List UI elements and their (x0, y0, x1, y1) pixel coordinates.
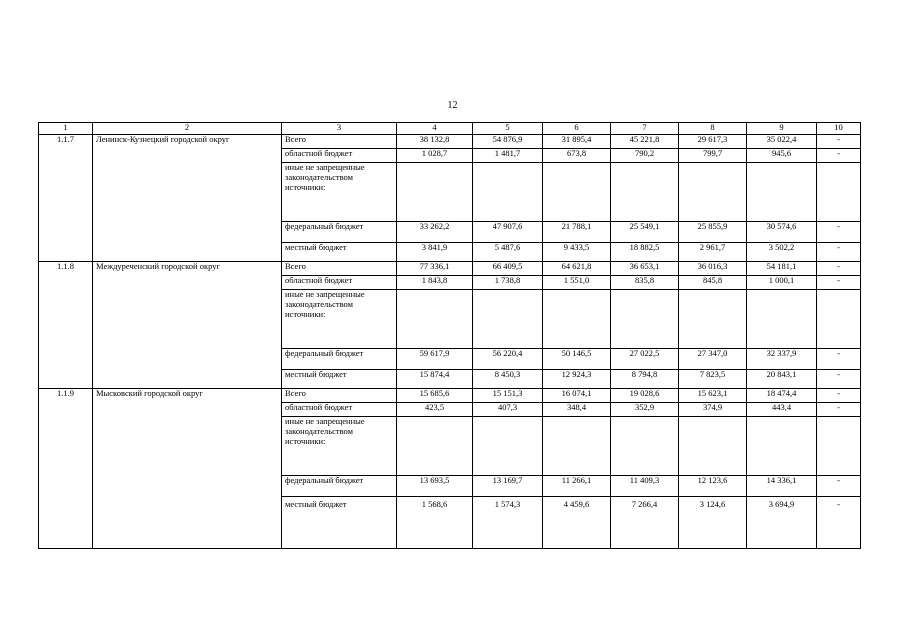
value-cell: 799,7 (679, 149, 747, 163)
header-cell: 8 (679, 123, 747, 135)
section-code: 1.1.9 (39, 389, 93, 549)
value-cell (543, 163, 611, 222)
value-cell: 673,8 (543, 149, 611, 163)
value-cell (543, 290, 611, 349)
value-cell: 21 788,1 (543, 222, 611, 243)
value-cell: 4 459,6 (543, 497, 611, 549)
value-cell (543, 417, 611, 476)
value-cell: 35 022,4 (747, 135, 817, 149)
value-cell: 33 262,2 (397, 222, 473, 243)
value-cell: 352,9 (611, 403, 679, 417)
value-cell: 18 474,4 (747, 389, 817, 403)
row-label: федеральный бюджет (282, 476, 397, 497)
budget-table (38, 122, 861, 549)
value-cell: 36 653,1 (611, 262, 679, 276)
value-cell: 19 028,6 (611, 389, 679, 403)
value-cell (611, 290, 679, 349)
value-cell: 20 843,1 (747, 370, 817, 389)
section-name: Ленинск-Кузнецкий городской округ (93, 135, 282, 262)
value-cell: - (817, 497, 861, 549)
row-label: местный бюджет (282, 497, 397, 549)
value-cell (397, 163, 473, 222)
value-cell (473, 290, 543, 349)
row-label: областной бюджет (282, 276, 397, 290)
value-cell: - (817, 243, 861, 262)
table-body (39, 123, 861, 549)
value-cell (817, 417, 861, 476)
header-cell: 2 (93, 123, 282, 135)
value-cell: 15 874,4 (397, 370, 473, 389)
row-label: местный бюджет (282, 243, 397, 262)
value-cell: - (817, 476, 861, 497)
value-cell: 54 181,1 (747, 262, 817, 276)
value-cell: 790,2 (611, 149, 679, 163)
value-cell: 47 907,6 (473, 222, 543, 243)
value-cell: 15 685,6 (397, 389, 473, 403)
value-cell: - (817, 276, 861, 290)
value-cell: 1 551,0 (543, 276, 611, 290)
value-cell (611, 417, 679, 476)
value-cell: 30 574,6 (747, 222, 817, 243)
value-cell: 423,5 (397, 403, 473, 417)
section-code: 1.1.7 (39, 135, 93, 262)
header-cell: 6 (543, 123, 611, 135)
value-cell (679, 163, 747, 222)
header-row (39, 123, 861, 135)
table-row (39, 135, 861, 149)
value-cell: 3 694,9 (747, 497, 817, 549)
row-label: иные не запрещенные законодательством источники: (282, 163, 397, 222)
header-cell: 1 (39, 123, 93, 135)
value-cell: - (817, 135, 861, 149)
value-cell: 15 151,3 (473, 389, 543, 403)
value-cell: 15 623,1 (679, 389, 747, 403)
value-cell: 13 169,7 (473, 476, 543, 497)
value-cell: 407,3 (473, 403, 543, 417)
row-label: федеральный бюджет (282, 349, 397, 370)
value-cell: 31 895,4 (543, 135, 611, 149)
value-cell: 3 124,6 (679, 497, 747, 549)
row-label: областной бюджет (282, 149, 397, 163)
value-cell (397, 290, 473, 349)
value-cell: 8 794,8 (611, 370, 679, 389)
value-cell: - (817, 349, 861, 370)
page-number: 12 (447, 100, 458, 111)
row-label: Всего (282, 135, 397, 149)
value-cell: 7 823,5 (679, 370, 747, 389)
value-cell: 77 336,1 (397, 262, 473, 276)
header-cell: 10 (817, 123, 861, 135)
value-cell (817, 163, 861, 222)
value-cell (747, 417, 817, 476)
value-cell: 1 000,1 (747, 276, 817, 290)
value-cell: 1 568,6 (397, 497, 473, 549)
value-cell: 8 450,3 (473, 370, 543, 389)
value-cell: 443,4 (747, 403, 817, 417)
value-cell: 27 347,0 (679, 349, 747, 370)
section-name: Междуреченский городской округ (93, 262, 282, 389)
table-row (39, 262, 861, 276)
value-cell: 7 266,4 (611, 497, 679, 549)
value-cell: 66 409,5 (473, 262, 543, 276)
header-cell: 3 (282, 123, 397, 135)
value-cell: 945,6 (747, 149, 817, 163)
header-cell: 4 (397, 123, 473, 135)
header-cell: 9 (747, 123, 817, 135)
row-label: областной бюджет (282, 403, 397, 417)
value-cell: 36 016,3 (679, 262, 747, 276)
value-cell: 54 876,9 (473, 135, 543, 149)
value-cell: - (817, 370, 861, 389)
value-cell: 348,4 (543, 403, 611, 417)
value-cell: 18 882,5 (611, 243, 679, 262)
value-cell: 11 266,1 (543, 476, 611, 497)
value-cell: 25 855,9 (679, 222, 747, 243)
value-cell: 1 574,3 (473, 497, 543, 549)
value-cell: - (817, 403, 861, 417)
value-cell: 45 221,8 (611, 135, 679, 149)
section-name: Мысковский городской округ (93, 389, 282, 549)
value-cell: - (817, 149, 861, 163)
row-label: Всего (282, 262, 397, 276)
row-label: местный бюджет (282, 370, 397, 389)
value-cell: 3 502,2 (747, 243, 817, 262)
value-cell (817, 290, 861, 349)
value-cell: 835,8 (611, 276, 679, 290)
value-cell: - (817, 262, 861, 276)
value-cell (679, 290, 747, 349)
value-cell (473, 163, 543, 222)
value-cell (747, 290, 817, 349)
row-label: иные не запрещенные законодательством источники: (282, 417, 397, 476)
value-cell: 9 433,5 (543, 243, 611, 262)
row-label: Всего (282, 389, 397, 403)
value-cell: 12 924,3 (543, 370, 611, 389)
value-cell: 16 074,1 (543, 389, 611, 403)
value-cell: 29 617,3 (679, 135, 747, 149)
value-cell: 3 841,9 (397, 243, 473, 262)
value-cell: 14 336,1 (747, 476, 817, 497)
value-cell: 374,9 (679, 403, 747, 417)
value-cell: 1 028,7 (397, 149, 473, 163)
table-row (39, 389, 861, 403)
value-cell: 1 843,8 (397, 276, 473, 290)
value-cell: 25 549,1 (611, 222, 679, 243)
value-cell: 64 621,8 (543, 262, 611, 276)
value-cell: 11 409,3 (611, 476, 679, 497)
value-cell: 38 132,8 (397, 135, 473, 149)
value-cell: 32 337,9 (747, 349, 817, 370)
header-cell: 5 (473, 123, 543, 135)
value-cell: 59 617,9 (397, 349, 473, 370)
value-cell: 13 693,5 (397, 476, 473, 497)
value-cell: 1 738,8 (473, 276, 543, 290)
value-cell: 50 146,5 (543, 349, 611, 370)
value-cell (397, 417, 473, 476)
value-cell (611, 163, 679, 222)
value-cell: 56 220,4 (473, 349, 543, 370)
value-cell: 845,8 (679, 276, 747, 290)
value-cell: 1 481,7 (473, 149, 543, 163)
value-cell: 12 123,6 (679, 476, 747, 497)
value-cell: - (817, 222, 861, 243)
value-cell: 5 487,6 (473, 243, 543, 262)
value-cell (747, 163, 817, 222)
section-code: 1.1.8 (39, 262, 93, 389)
value-cell: - (817, 389, 861, 403)
value-cell (473, 417, 543, 476)
value-cell: 2 961,7 (679, 243, 747, 262)
row-label: федеральный бюджет (282, 222, 397, 243)
row-label: иные не запрещенные законодательством источники: (282, 290, 397, 349)
value-cell (679, 417, 747, 476)
value-cell: 27 022,5 (611, 349, 679, 370)
header-cell: 7 (611, 123, 679, 135)
